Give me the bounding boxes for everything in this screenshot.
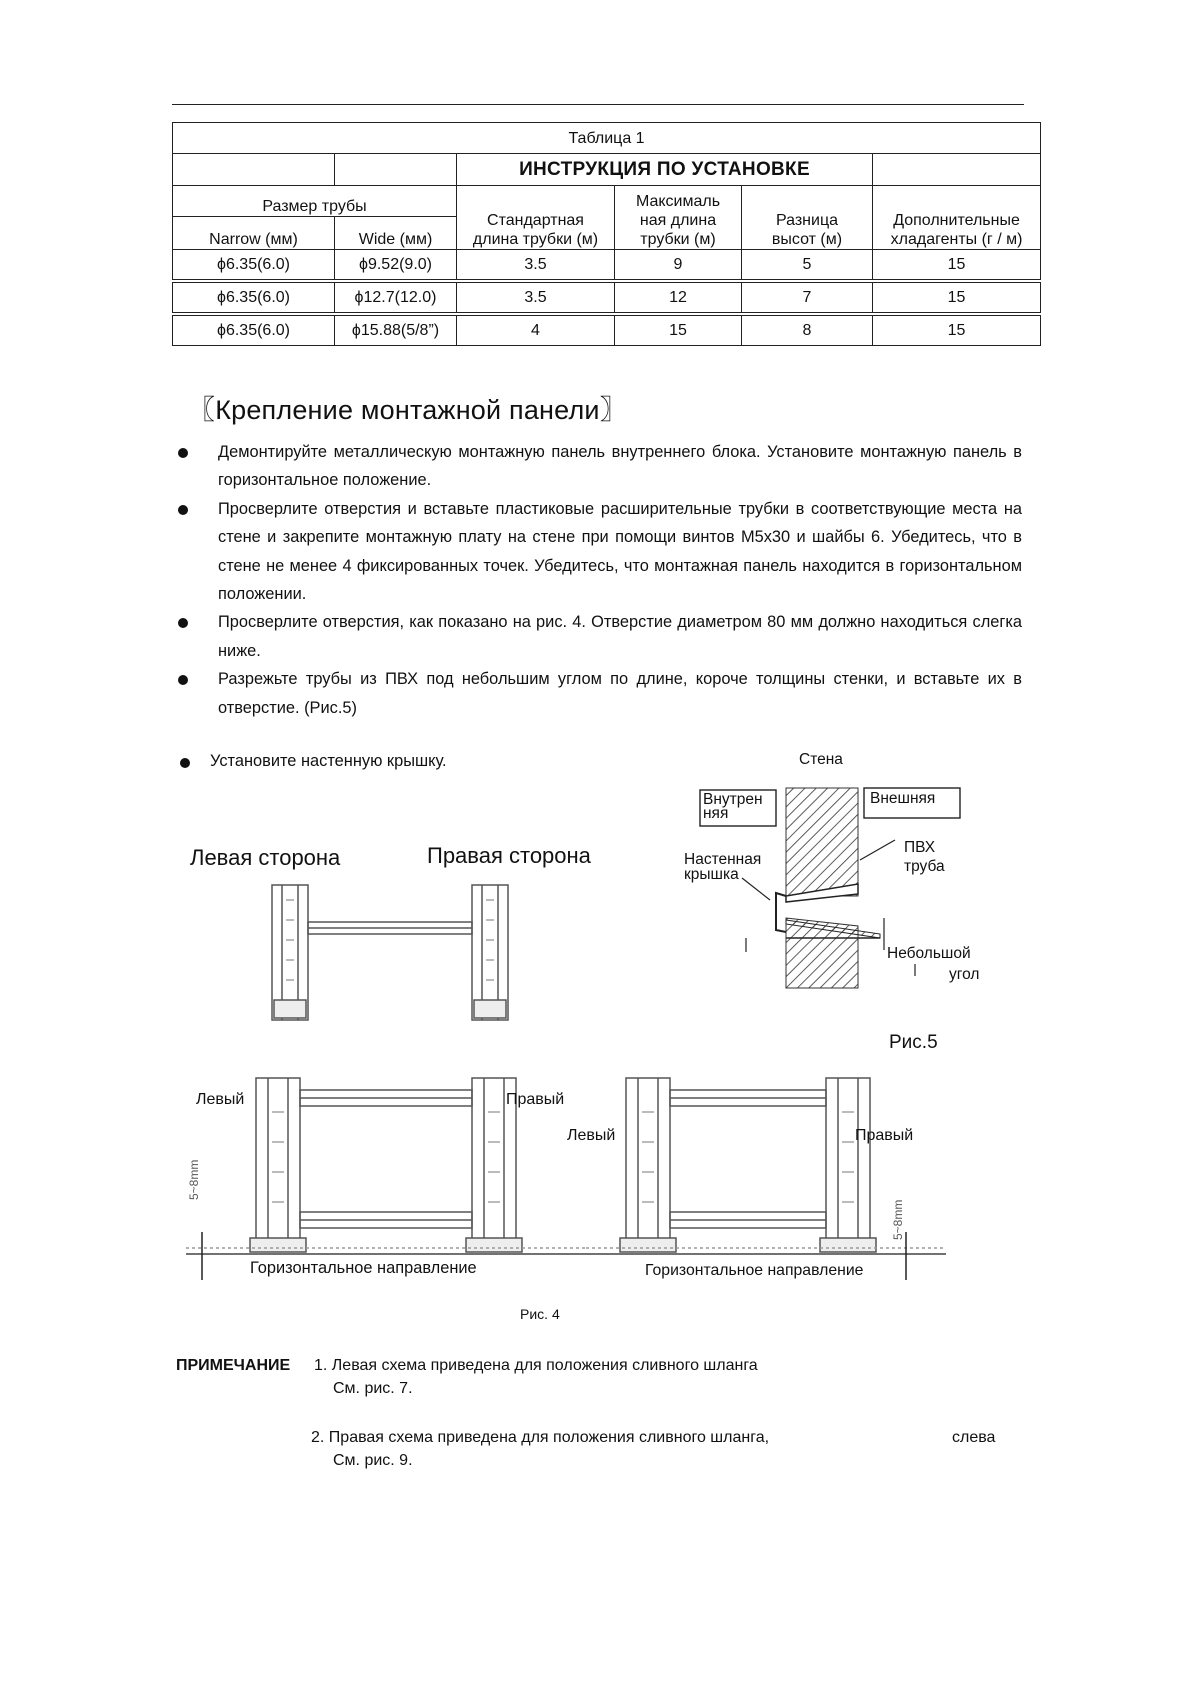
cell-diff: 5 [742,250,873,282]
gap-label-left: 5~8mm [187,1159,201,1200]
cell-wide: ϕ15.88(5/8”) [335,314,457,346]
fig4-right-label-b: Правый [855,1127,914,1144]
note-2-ref: См. рис. 9. [333,1452,413,1469]
table-title-blank [173,154,335,186]
panel-side-diagram [260,880,520,1025]
cell-narrow: ϕ6.35(6.0) [173,281,335,314]
note-2-tail: слева [952,1429,996,1446]
bullet-dot-icon [180,758,190,768]
table-row [173,314,1041,346]
cell-add: 15 [873,314,1041,346]
bullet-dot-icon [178,505,188,515]
note-2: 2. Правая схема приведена для положения сливного шланга, [311,1429,770,1446]
list-item: Просверлите отверстия и вставьте пластиковые расширительные трубки в соответствующие места на стене и закрепите монтажную плату на стене при помощи винтов M5x30 и шайбы 6. Убедитесь, что в стене не менее 4 фиксированных точек. Убедитесь, что монтажная панель находится в горизонтальном положении. [176,495,1022,609]
bullet-dot-icon [178,675,188,685]
horizontal-label-right: Горизонтальное направление [645,1262,864,1279]
cell-diff: 8 [742,314,873,346]
pvc-label: ПВХ труба [904,839,945,875]
table-caption: Таблица 1 [173,123,1041,154]
cover-label: Настенная крышка [684,851,762,883]
fig5-caption: Рис.5 [889,1032,938,1053]
table-row [173,281,1041,314]
table-title-blank [873,154,1041,186]
angle-label: Небольшой угол [887,945,980,983]
list-item: Демонтируйте металлическую монтажную панель внутреннего блока. Установите монтажную панель в горизонтальное положение. [176,438,1022,495]
header-height-difference: Разница высот (м) [742,186,873,250]
cell-narrow: ϕ6.35(6.0) [173,250,335,282]
wall-upper [786,788,858,896]
header-narrow: Narrow (мм) [173,217,335,250]
wall-label: Стена [799,751,843,768]
fig4-right-label-a: Правый [506,1091,565,1108]
horizontal-label-left: Горизонтальное направление [250,1259,477,1277]
wall-lower [786,938,858,988]
header-max-length: Максималь ная длина трубки (м) [615,186,742,250]
cell-std: 3.5 [457,281,615,314]
header-wide: Wide (мм) [335,217,457,250]
header-pipe-size: Размер трубы [173,186,457,217]
header-standard-length: Стандартная длина трубки (м) [457,186,615,250]
cell-add: 15 [873,281,1041,314]
note-1-ref: См. рис. 7. [333,1380,413,1397]
gap-label-right: 5~8mm [891,1199,905,1240]
wall-cover [776,893,786,932]
bullet-dot-icon [178,448,188,458]
cell-max: 15 [615,314,742,346]
top-rule [172,104,1024,105]
cell-std: 4 [457,314,615,346]
cell-add: 15 [873,250,1041,282]
section-title: 〖Крепление монтажной панели〗 [188,395,627,425]
list-item: Просверлите отверстия, как показано на рис. 4. Отверстие диаметром 80 мм должно находиться слегка ниже. [176,608,1022,665]
table-row [173,250,1041,282]
list-item: Установите настенную крышку. [178,752,447,771]
right-side-label: Правая сторона [427,843,591,868]
fig4-left-label-a: Левый [196,1091,245,1108]
list-item: Разрежьте трубы из ПВХ под небольшим углом по длине, короче толщины стенки, и вставьте их в отверстие. (Рис.5) [176,665,1022,722]
bullet-dot-icon [178,618,188,628]
right-plate-diagram [586,1078,946,1280]
cell-diff: 7 [742,281,873,314]
cell-wide: ϕ9.52(9.0) [335,250,457,282]
left-side-label: Левая сторона [190,845,341,870]
cell-wide: ϕ12.7(12.0) [335,281,457,314]
cell-max: 9 [615,250,742,282]
cell-max: 12 [615,281,742,314]
table-title-blank [335,154,457,186]
cell-narrow: ϕ6.35(6.0) [173,314,335,346]
instruction-list [176,438,1022,722]
note-label: ПРИМЕЧАНИЕ [176,1357,291,1374]
note-1: 1. Левая схема приведена для положения сливного шланга [314,1357,758,1374]
installation-table [172,122,1041,346]
mounting-plate-diagrams [186,1072,946,1282]
cell-std: 3.5 [457,250,615,282]
outer-label: Внешняя [870,790,936,807]
header-additional-refrigerant: Дополнительные хладагенты (г / м) [873,186,1041,250]
inner-label: Внутрен няя [703,791,763,822]
fig4-caption: Рис. 4 [520,1306,560,1322]
table-title: ИНСТРУКЦИЯ ПО УСТАНОВКЕ [457,154,873,186]
fig4-left-label-b: Левый [567,1127,616,1144]
